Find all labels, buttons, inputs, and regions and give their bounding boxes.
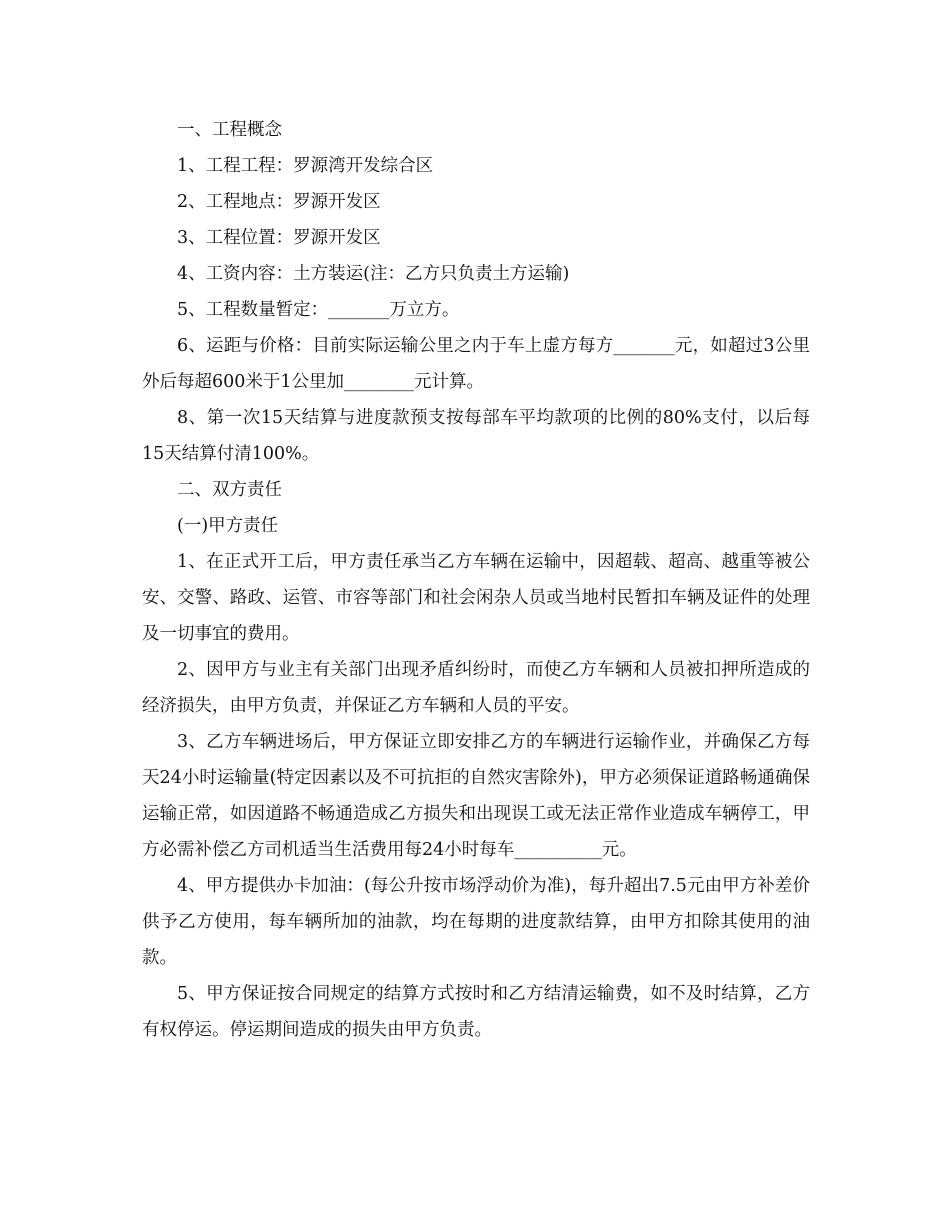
clause-settlement: 8、第一次15天结算与进度款预支按每部车平均款项的比例的80%支付，以后每15天结算付清100%。 — [142, 408, 810, 464]
clause-distance-and-price: 6、运距与价格：目前实际运输公里之内于车上虚方每方_______元，如超过3公里外后每超600米于1公里加________元计算。 — [142, 336, 810, 392]
clause-party-a-1: 1、在正式开工后，甲方责任承当乙方车辆在运输中，因超载、超高、越重等被公安、交警、路政、运管、市容等部门和社会闲杂人员或当地村民暂扣车辆及证件的处理及一切事宜的费用。 — [142, 552, 810, 644]
clause-project-quantity: 5、工程数量暂定：_______万立方。 — [177, 300, 460, 320]
clause-project-location: 2、工程地点：罗源开发区 — [177, 192, 381, 212]
clause-work-content: 4、工资内容：土方装运(注：乙方只负责土方运输) — [177, 264, 570, 284]
section-heading-responsibilities: 二、双方责任 — [177, 480, 282, 500]
clause-party-a-5: 5、甲方保证按合同规定的结算方式按时和乙方结清运输费，如不及时结算，乙方有权停运。停运期间造成的损失由甲方负责。 — [142, 984, 810, 1040]
clause-project-name: 1、工程工程：罗源湾开发综合区 — [177, 156, 434, 176]
clause-project-position: 3、工程位置：罗源开发区 — [177, 228, 381, 248]
document-body — [142, 112, 810, 1048]
clause-party-a-2: 2、因甲方与业主有关部门出现矛盾纠纷时，而使乙方车辆和人员被扣押所造成的经济损失，由甲方负责，并保证乙方车辆和人员的平安。 — [142, 660, 810, 716]
subsection-heading-party-a: (一)甲方责任 — [177, 516, 279, 536]
clause-party-a-4: 4、甲方提供办卡加油：(每公升按市场浮动价为准)，每升超出7.5元由甲方补差价供予乙方使用，每车辆所加的油款，均在每期的进度款结算，由甲方扣除其使用的油款。 — [142, 876, 810, 968]
section-heading-project-overview: 一、工程概念 — [177, 120, 282, 140]
clause-party-a-3: 3、乙方车辆进场后，甲方保证立即安排乙方的车辆进行运输作业，并确保乙方每天24小时运输量(特定因素以及不可抗拒的自然灾害除外)，甲方必须保证道路畅通确保运输正常，如因道路不畅通造成乙方损失和出现误工或无法正常作业造成车辆停工，甲方必需补偿乙方司机适当生活费用每24小时每车__________元。 — [142, 732, 810, 860]
